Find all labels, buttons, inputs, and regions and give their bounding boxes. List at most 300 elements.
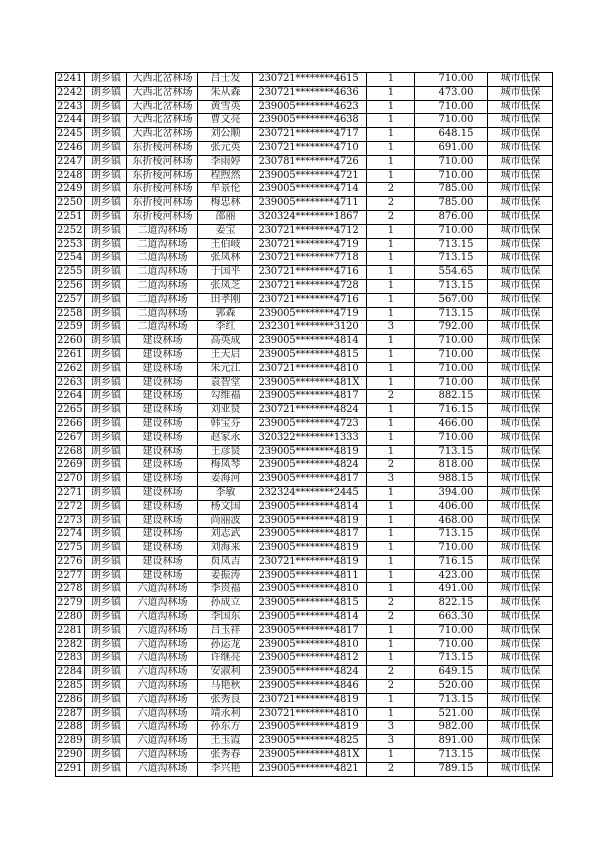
forest-farm-cell: 六道沟林场 (127, 680, 198, 694)
serial-number-cell: 2278 (56, 583, 85, 597)
township-cell: 朗乡镇 (85, 169, 127, 183)
table-row (56, 169, 553, 183)
name-cell: 于国平 (198, 266, 253, 280)
id-number-cell: 230781********4726 (253, 155, 367, 169)
household-size-cell: 1 (367, 707, 415, 721)
name-cell: 郭森 (198, 307, 253, 321)
id-number-cell: 239005********4812 (253, 652, 367, 666)
township-cell: 朗乡镇 (85, 114, 127, 128)
name-cell: 朱元江 (198, 362, 253, 376)
household-size-cell: 1 (367, 238, 415, 252)
category-cell: 城市低保 (488, 638, 553, 652)
serial-number-cell: 2243 (56, 100, 85, 114)
name-cell: 梅凤琴 (198, 459, 253, 473)
household-size-cell: 2 (367, 597, 415, 611)
id-number-cell: 230721********4810 (253, 707, 367, 721)
household-size-cell: 1 (367, 486, 415, 500)
amount-cell: 567.00 (415, 293, 488, 307)
name-cell: 杨文国 (198, 500, 253, 514)
forest-farm-cell: 东折棱河林场 (127, 155, 198, 169)
forest-farm-cell: 二道沟林场 (127, 224, 198, 238)
amount-cell: 789.15 (415, 762, 488, 776)
forest-farm-cell: 六道沟林场 (127, 721, 198, 735)
amount-cell: 710.00 (415, 376, 488, 390)
table-row (56, 155, 553, 169)
township-cell: 朗乡镇 (85, 555, 127, 569)
serial-number-cell: 2247 (56, 155, 85, 169)
forest-farm-cell: 建设林场 (127, 431, 198, 445)
serial-number-cell: 2244 (56, 114, 85, 128)
name-cell: 吕士发 (198, 73, 253, 87)
name-cell: 许继亮 (198, 652, 253, 666)
household-size-cell: 1 (367, 417, 415, 431)
amount-cell: 466.00 (415, 417, 488, 431)
table-row (56, 73, 553, 87)
name-cell: 田孝刚 (198, 293, 253, 307)
forest-farm-cell: 二道沟林场 (127, 321, 198, 335)
table-row (56, 624, 553, 638)
forest-farm-cell: 二道沟林场 (127, 238, 198, 252)
serial-number-cell: 2256 (56, 279, 85, 293)
household-size-cell: 2 (367, 183, 415, 197)
serial-number-cell: 2288 (56, 721, 85, 735)
township-cell: 朗乡镇 (85, 183, 127, 197)
forest-farm-cell: 建设林场 (127, 542, 198, 556)
forest-farm-cell: 六道沟林场 (127, 611, 198, 625)
serial-number-cell: 2252 (56, 224, 85, 238)
name-cell: 王伯岐 (198, 238, 253, 252)
township-cell: 朗乡镇 (85, 473, 127, 487)
id-number-cell: 239005********4711 (253, 197, 367, 211)
category-cell: 城市低保 (488, 141, 553, 155)
township-cell: 朗乡镇 (85, 155, 127, 169)
id-number-cell: 230721********4819 (253, 555, 367, 569)
forest-farm-cell: 二道沟林场 (127, 293, 198, 307)
id-number-cell: 239005********4623 (253, 100, 367, 114)
table-row (56, 431, 553, 445)
forest-farm-cell: 六道沟林场 (127, 707, 198, 721)
table-body (56, 73, 553, 777)
amount-cell: 876.00 (415, 210, 488, 224)
township-cell: 朗乡镇 (85, 335, 127, 349)
category-cell: 城市低保 (488, 348, 553, 362)
serial-number-cell: 2277 (56, 569, 85, 583)
forest-farm-cell: 大西北岔林场 (127, 114, 198, 128)
category-cell: 城市低保 (488, 652, 553, 666)
forest-farm-cell: 东折棱河林场 (127, 183, 198, 197)
name-cell: 姜振涛 (198, 569, 253, 583)
name-cell: 李国东 (198, 611, 253, 625)
township-cell: 朗乡镇 (85, 279, 127, 293)
forest-farm-cell: 建设林场 (127, 376, 198, 390)
township-cell: 朗乡镇 (85, 583, 127, 597)
serial-number-cell: 2263 (56, 376, 85, 390)
id-number-cell: 239005********4810 (253, 583, 367, 597)
id-number-cell: 239005********4815 (253, 597, 367, 611)
table-row (56, 266, 553, 280)
township-cell: 朗乡镇 (85, 569, 127, 583)
name-cell: 朱从森 (198, 86, 253, 100)
serial-number-cell: 2246 (56, 141, 85, 155)
category-cell: 城市低保 (488, 155, 553, 169)
household-size-cell: 1 (367, 266, 415, 280)
name-cell: 马艳秋 (198, 680, 253, 694)
amount-cell: 710.00 (415, 431, 488, 445)
township-cell: 朗乡镇 (85, 721, 127, 735)
category-cell: 城市低保 (488, 611, 553, 625)
table-row (56, 459, 553, 473)
table-row (56, 528, 553, 542)
amount-cell: 785.00 (415, 183, 488, 197)
household-size-cell: 3 (367, 721, 415, 735)
serial-number-cell: 2272 (56, 500, 85, 514)
table-row (56, 638, 553, 652)
amount-cell: 691.00 (415, 141, 488, 155)
forest-farm-cell: 六道沟林场 (127, 624, 198, 638)
amount-cell: 818.00 (415, 459, 488, 473)
amount-cell: 521.00 (415, 707, 488, 721)
name-cell: 袁智堂 (198, 376, 253, 390)
serial-number-cell: 2266 (56, 417, 85, 431)
serial-number-cell: 2274 (56, 528, 85, 542)
township-cell: 朗乡镇 (85, 486, 127, 500)
name-cell: 曹文亮 (198, 114, 253, 128)
serial-number-cell: 2262 (56, 362, 85, 376)
amount-cell: 710.00 (415, 542, 488, 556)
township-cell: 朗乡镇 (85, 224, 127, 238)
id-number-cell: 239005********4825 (253, 735, 367, 749)
name-cell: 黄雪英 (198, 100, 253, 114)
serial-number-cell: 2261 (56, 348, 85, 362)
table-row (56, 348, 553, 362)
serial-number-cell: 2251 (56, 210, 85, 224)
table-row (56, 500, 553, 514)
forest-farm-cell: 建设林场 (127, 445, 198, 459)
table-row (56, 583, 553, 597)
id-number-cell: 230721********4717 (253, 128, 367, 142)
category-cell: 城市低保 (488, 335, 553, 349)
serial-number-cell: 2253 (56, 238, 85, 252)
township-cell: 朗乡镇 (85, 362, 127, 376)
forest-farm-cell: 东折棱河林场 (127, 169, 198, 183)
amount-cell: 710.00 (415, 114, 488, 128)
township-cell: 朗乡镇 (85, 307, 127, 321)
forest-farm-cell: 建设林场 (127, 528, 198, 542)
household-size-cell: 1 (367, 279, 415, 293)
category-cell: 城市低保 (488, 73, 553, 87)
forest-farm-cell: 东折棱河林场 (127, 197, 198, 211)
amount-cell: 882.15 (415, 390, 488, 404)
id-number-cell: 239005********4819 (253, 514, 367, 528)
category-cell: 城市低保 (488, 362, 553, 376)
amount-cell: 423.00 (415, 569, 488, 583)
forest-farm-cell: 建设林场 (127, 390, 198, 404)
amount-cell: 468.00 (415, 514, 488, 528)
amount-cell: 473.00 (415, 86, 488, 100)
household-size-cell: 1 (367, 348, 415, 362)
id-number-cell: 239005********4815 (253, 348, 367, 362)
household-size-cell: 1 (367, 128, 415, 142)
category-cell: 城市低保 (488, 693, 553, 707)
forest-farm-cell: 六道沟林场 (127, 583, 198, 597)
table-row (56, 707, 553, 721)
serial-number-cell: 2248 (56, 169, 85, 183)
household-size-cell: 3 (367, 321, 415, 335)
forest-farm-cell: 东折棱河林场 (127, 210, 198, 224)
table-row (56, 293, 553, 307)
name-cell: 刘志武 (198, 528, 253, 542)
amount-cell: 891.00 (415, 735, 488, 749)
forest-farm-cell: 六道沟林场 (127, 762, 198, 776)
forest-farm-cell: 六道沟林场 (127, 597, 198, 611)
serial-number-cell: 2291 (56, 762, 85, 776)
serial-number-cell: 2286 (56, 693, 85, 707)
table-row (56, 762, 553, 776)
name-cell: 李敏 (198, 486, 253, 500)
category-cell: 城市低保 (488, 583, 553, 597)
amount-cell: 406.00 (415, 500, 488, 514)
id-number-cell: 239005********4819 (253, 721, 367, 735)
category-cell: 城市低保 (488, 86, 553, 100)
serial-number-cell: 2258 (56, 307, 85, 321)
table-row (56, 514, 553, 528)
table-row (56, 735, 553, 749)
township-cell: 朗乡镇 (85, 141, 127, 155)
township-cell: 朗乡镇 (85, 238, 127, 252)
township-cell: 朗乡镇 (85, 417, 127, 431)
table-row (56, 86, 553, 100)
township-cell: 朗乡镇 (85, 252, 127, 266)
township-cell: 朗乡镇 (85, 528, 127, 542)
amount-cell: 713.15 (415, 238, 488, 252)
relief-roster-table (55, 72, 553, 777)
amount-cell: 710.00 (415, 638, 488, 652)
household-size-cell: 1 (367, 335, 415, 349)
table-row (56, 321, 553, 335)
category-cell: 城市低保 (488, 486, 553, 500)
name-cell: 赵家永 (198, 431, 253, 445)
id-number-cell: 239005********4817 (253, 528, 367, 542)
household-size-cell: 1 (367, 693, 415, 707)
id-number-cell: 232301********3120 (253, 321, 367, 335)
table-row (56, 666, 553, 680)
amount-cell: 716.15 (415, 404, 488, 418)
category-cell: 城市低保 (488, 390, 553, 404)
amount-cell: 982.00 (415, 721, 488, 735)
amount-cell: 394.00 (415, 486, 488, 500)
name-cell: 张凤芝 (198, 279, 253, 293)
name-cell: 勾维福 (198, 390, 253, 404)
forest-farm-cell: 六道沟林场 (127, 735, 198, 749)
category-cell: 城市低保 (488, 624, 553, 638)
category-cell: 城市低保 (488, 542, 553, 556)
amount-cell: 649.15 (415, 666, 488, 680)
amount-cell: 716.15 (415, 555, 488, 569)
amount-cell: 710.00 (415, 155, 488, 169)
id-number-cell: 230721********4728 (253, 279, 367, 293)
category-cell: 城市低保 (488, 459, 553, 473)
township-cell: 朗乡镇 (85, 293, 127, 307)
name-cell: 李贵福 (198, 583, 253, 597)
name-cell: 吕玉祥 (198, 624, 253, 638)
household-size-cell: 1 (367, 169, 415, 183)
id-number-cell: 230721********4716 (253, 293, 367, 307)
id-number-cell: 230721********4719 (253, 238, 367, 252)
township-cell: 朗乡镇 (85, 86, 127, 100)
id-number-cell: 230721********4819 (253, 693, 367, 707)
category-cell: 城市低保 (488, 735, 553, 749)
name-cell: 程煦然 (198, 169, 253, 183)
serial-number-cell: 2280 (56, 611, 85, 625)
township-cell: 朗乡镇 (85, 210, 127, 224)
id-number-cell: 239005********4719 (253, 307, 367, 321)
table-row (56, 141, 553, 155)
forest-farm-cell: 二道沟林场 (127, 307, 198, 321)
amount-cell: 710.00 (415, 335, 488, 349)
category-cell: 城市低保 (488, 431, 553, 445)
forest-farm-cell: 二道沟林场 (127, 252, 198, 266)
amount-cell: 710.00 (415, 73, 488, 87)
forest-farm-cell: 大西北岔林场 (127, 86, 198, 100)
amount-cell: 713.15 (415, 528, 488, 542)
amount-cell: 554.65 (415, 266, 488, 280)
forest-farm-cell: 建设林场 (127, 417, 198, 431)
id-number-cell: 239005********4814 (253, 500, 367, 514)
forest-farm-cell: 二道沟林场 (127, 279, 198, 293)
name-cell: 王玉霞 (198, 735, 253, 749)
name-cell: 梅忠林 (198, 197, 253, 211)
township-cell: 朗乡镇 (85, 597, 127, 611)
household-size-cell: 1 (367, 445, 415, 459)
name-cell: 张凤林 (198, 252, 253, 266)
id-number-cell: 239005********4821 (253, 762, 367, 776)
household-size-cell: 2 (367, 611, 415, 625)
id-number-cell: 239005********4814 (253, 335, 367, 349)
name-cell: 王彦贤 (198, 445, 253, 459)
amount-cell: 491.00 (415, 583, 488, 597)
table-row (56, 445, 553, 459)
serial-number-cell: 2241 (56, 73, 85, 87)
household-size-cell: 1 (367, 224, 415, 238)
category-cell: 城市低保 (488, 266, 553, 280)
serial-number-cell: 2242 (56, 86, 85, 100)
household-size-cell: 1 (367, 376, 415, 390)
township-cell: 朗乡镇 (85, 376, 127, 390)
id-number-cell: 239005********4814 (253, 611, 367, 625)
serial-number-cell: 2264 (56, 390, 85, 404)
household-size-cell: 1 (367, 404, 415, 418)
serial-number-cell: 2245 (56, 128, 85, 142)
forest-farm-cell: 建设林场 (127, 569, 198, 583)
serial-number-cell: 2271 (56, 486, 85, 500)
household-size-cell: 1 (367, 86, 415, 100)
township-cell: 朗乡镇 (85, 390, 127, 404)
township-cell: 朗乡镇 (85, 100, 127, 114)
serial-number-cell: 2269 (56, 459, 85, 473)
table-row (56, 307, 553, 321)
forest-farm-cell: 建设林场 (127, 514, 198, 528)
id-number-cell: 230721********4716 (253, 266, 367, 280)
category-cell: 城市低保 (488, 445, 553, 459)
category-cell: 城市低保 (488, 597, 553, 611)
forest-farm-cell: 建设林场 (127, 555, 198, 569)
household-size-cell: 3 (367, 735, 415, 749)
amount-cell: 785.00 (415, 197, 488, 211)
household-size-cell: 1 (367, 514, 415, 528)
name-cell: 刘亚贤 (198, 404, 253, 418)
township-cell: 朗乡镇 (85, 266, 127, 280)
household-size-cell: 1 (367, 307, 415, 321)
serial-number-cell: 2290 (56, 749, 85, 763)
amount-cell: 710.00 (415, 624, 488, 638)
id-number-cell: 239005********4819 (253, 542, 367, 556)
amount-cell: 713.15 (415, 445, 488, 459)
name-cell: 孙运龙 (198, 638, 253, 652)
township-cell: 朗乡镇 (85, 514, 127, 528)
household-size-cell: 2 (367, 459, 415, 473)
serial-number-cell: 2260 (56, 335, 85, 349)
name-cell: 张元英 (198, 141, 253, 155)
township-cell: 朗乡镇 (85, 445, 127, 459)
township-cell: 朗乡镇 (85, 348, 127, 362)
id-number-cell: 239005********4811 (253, 569, 367, 583)
household-size-cell: 1 (367, 155, 415, 169)
category-cell: 城市低保 (488, 473, 553, 487)
household-size-cell: 1 (367, 114, 415, 128)
table-row (56, 100, 553, 114)
serial-number-cell: 2284 (56, 666, 85, 680)
table-row (56, 210, 553, 224)
category-cell: 城市低保 (488, 293, 553, 307)
township-cell: 朗乡镇 (85, 128, 127, 142)
household-size-cell: 2 (367, 197, 415, 211)
forest-farm-cell: 六道沟林场 (127, 666, 198, 680)
township-cell: 朗乡镇 (85, 693, 127, 707)
id-number-cell: 230721********4810 (253, 362, 367, 376)
name-cell: 刘公顺 (198, 128, 253, 142)
category-cell: 城市低保 (488, 279, 553, 293)
amount-cell: 988.15 (415, 473, 488, 487)
category-cell: 城市低保 (488, 707, 553, 721)
household-size-cell: 1 (367, 252, 415, 266)
id-number-cell: 239005********4817 (253, 624, 367, 638)
serial-number-cell: 2275 (56, 542, 85, 556)
id-number-cell: 239005********4714 (253, 183, 367, 197)
forest-farm-cell: 建设林场 (127, 348, 198, 362)
table-row (56, 252, 553, 266)
township-cell: 朗乡镇 (85, 542, 127, 556)
household-size-cell: 1 (367, 528, 415, 542)
serial-number-cell: 2259 (56, 321, 85, 335)
name-cell: 靖永利 (198, 707, 253, 721)
household-size-cell: 1 (367, 583, 415, 597)
table-row (56, 238, 553, 252)
category-cell: 城市低保 (488, 762, 553, 776)
id-number-cell: 239005********4817 (253, 390, 367, 404)
name-cell: 牟景伦 (198, 183, 253, 197)
category-cell: 城市低保 (488, 666, 553, 680)
forest-farm-cell: 建设林场 (127, 486, 198, 500)
forest-farm-cell: 大西北岔林场 (127, 73, 198, 87)
amount-cell: 710.00 (415, 100, 488, 114)
serial-number-cell: 2282 (56, 638, 85, 652)
serial-number-cell: 2250 (56, 197, 85, 211)
id-number-cell: 230721********4712 (253, 224, 367, 238)
category-cell: 城市低保 (488, 114, 553, 128)
household-size-cell: 1 (367, 100, 415, 114)
category-cell: 城市低保 (488, 321, 553, 335)
serial-number-cell: 2283 (56, 652, 85, 666)
